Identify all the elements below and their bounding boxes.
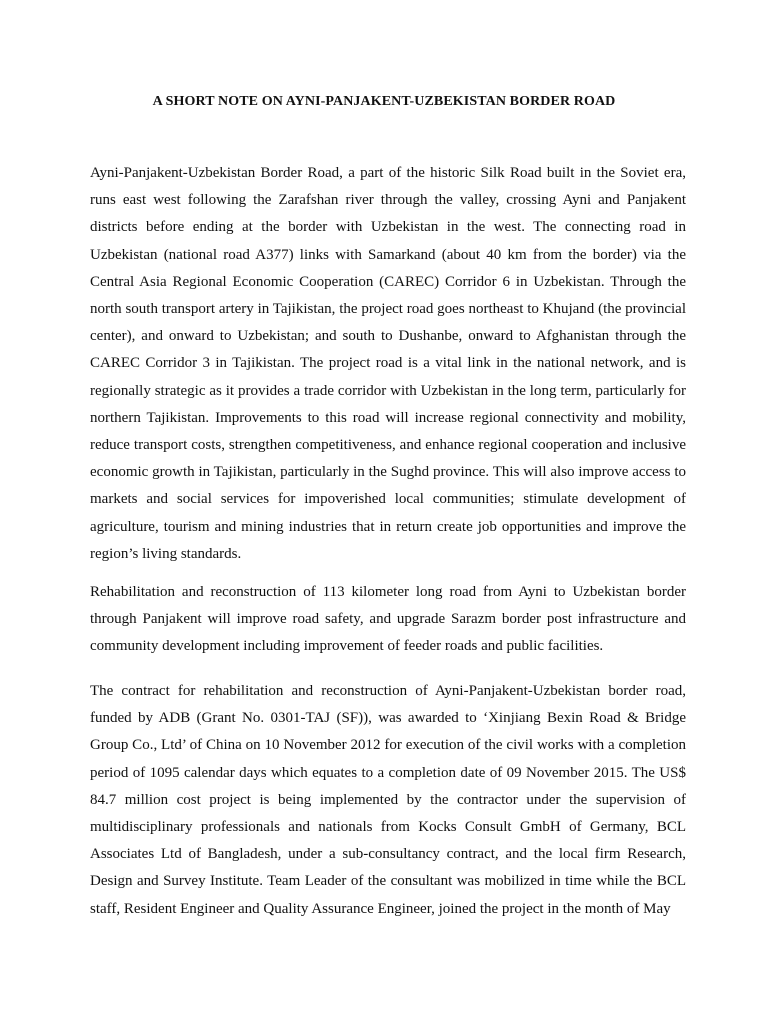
paragraph-contract: The contract for rehabilitation and reconstruction of Ayni-Panjakent-Uzbekistan border road, funded by ADB (Grant No. 0301-TAJ (SF)), was awarded to ‘Xinjiang Bexin Road & Bridge Group Co., Ltd’ of China on 10 November 2012 for execution of the civil works with a completion period of 1095 calendar days which equates to a completion date of 09 November 2015. The US$ 84.7 million cost project is being implemented by the contractor under the supervision of multidisciplinary professionals and nationals from Kocks Consult GmbH of Germany, BCL Associates Ltd of Bangladesh, under a sub-consultancy contract, and the local firm Research, Design and Survey Institute. Team Leader of the consultant was mobilized in time while the BCL staff, Resident Engineer and Quality Assurance Engineer, joined the project in the month of May: [90, 683, 686, 917]
paragraph-overview: Ayni-Panjakent-Uzbekistan Border Road, a part of the historic Silk Road built in the Soviet era, runs east west following the Zarafshan river through the valley, crossing Ayni and Panjakent districts before ending at the border with Uzbekistan in the west. The connecting road in Uzbekistan (national road A377) links with Samarkand (about 40 km from the border) via the Central Asia Regional Economic Cooperation (CAREC) Corridor 6 in Uzbekistan. Through the north south transport artery in Tajikistan, the project road goes northeast to Khujand (the provincial center), and onward to Uzbekistan; and south to Dushanbe, onward to Afghanistan through the CAREC Corridor 3 in Tajikistan. The project road is a vital link in the national network, and is regionally strategic as it provides a trade corridor with Uzbekistan in the long term, particularly for northern Tajikistan. Improvements to this road will increase regional connectivity and mobility, reduce transport costs, strengthen competitiveness, and enhance regional cooperation and inclusive economic growth in Tajikistan, particularly in the Sughd province. This will also improve access to markets and social services for impoverished local communities; stimulate development of agriculture, tourism and mining industries that in return create job opportunities and improve the region’s living standards.: [90, 165, 686, 562]
paragraph-rehabilitation: Rehabilitation and reconstruction of 113 kilometer long road from Ayni to Uzbekistan border through Panjakent will improve road safety, and upgrade Sarazm border post infrastructure and community development including improvement of feeder roads and public facilities.: [90, 584, 686, 655]
document-title: A SHORT NOTE ON AYNI-PANJAKENT-UZBEKISTAN BORDER ROAD: [152, 94, 616, 109]
